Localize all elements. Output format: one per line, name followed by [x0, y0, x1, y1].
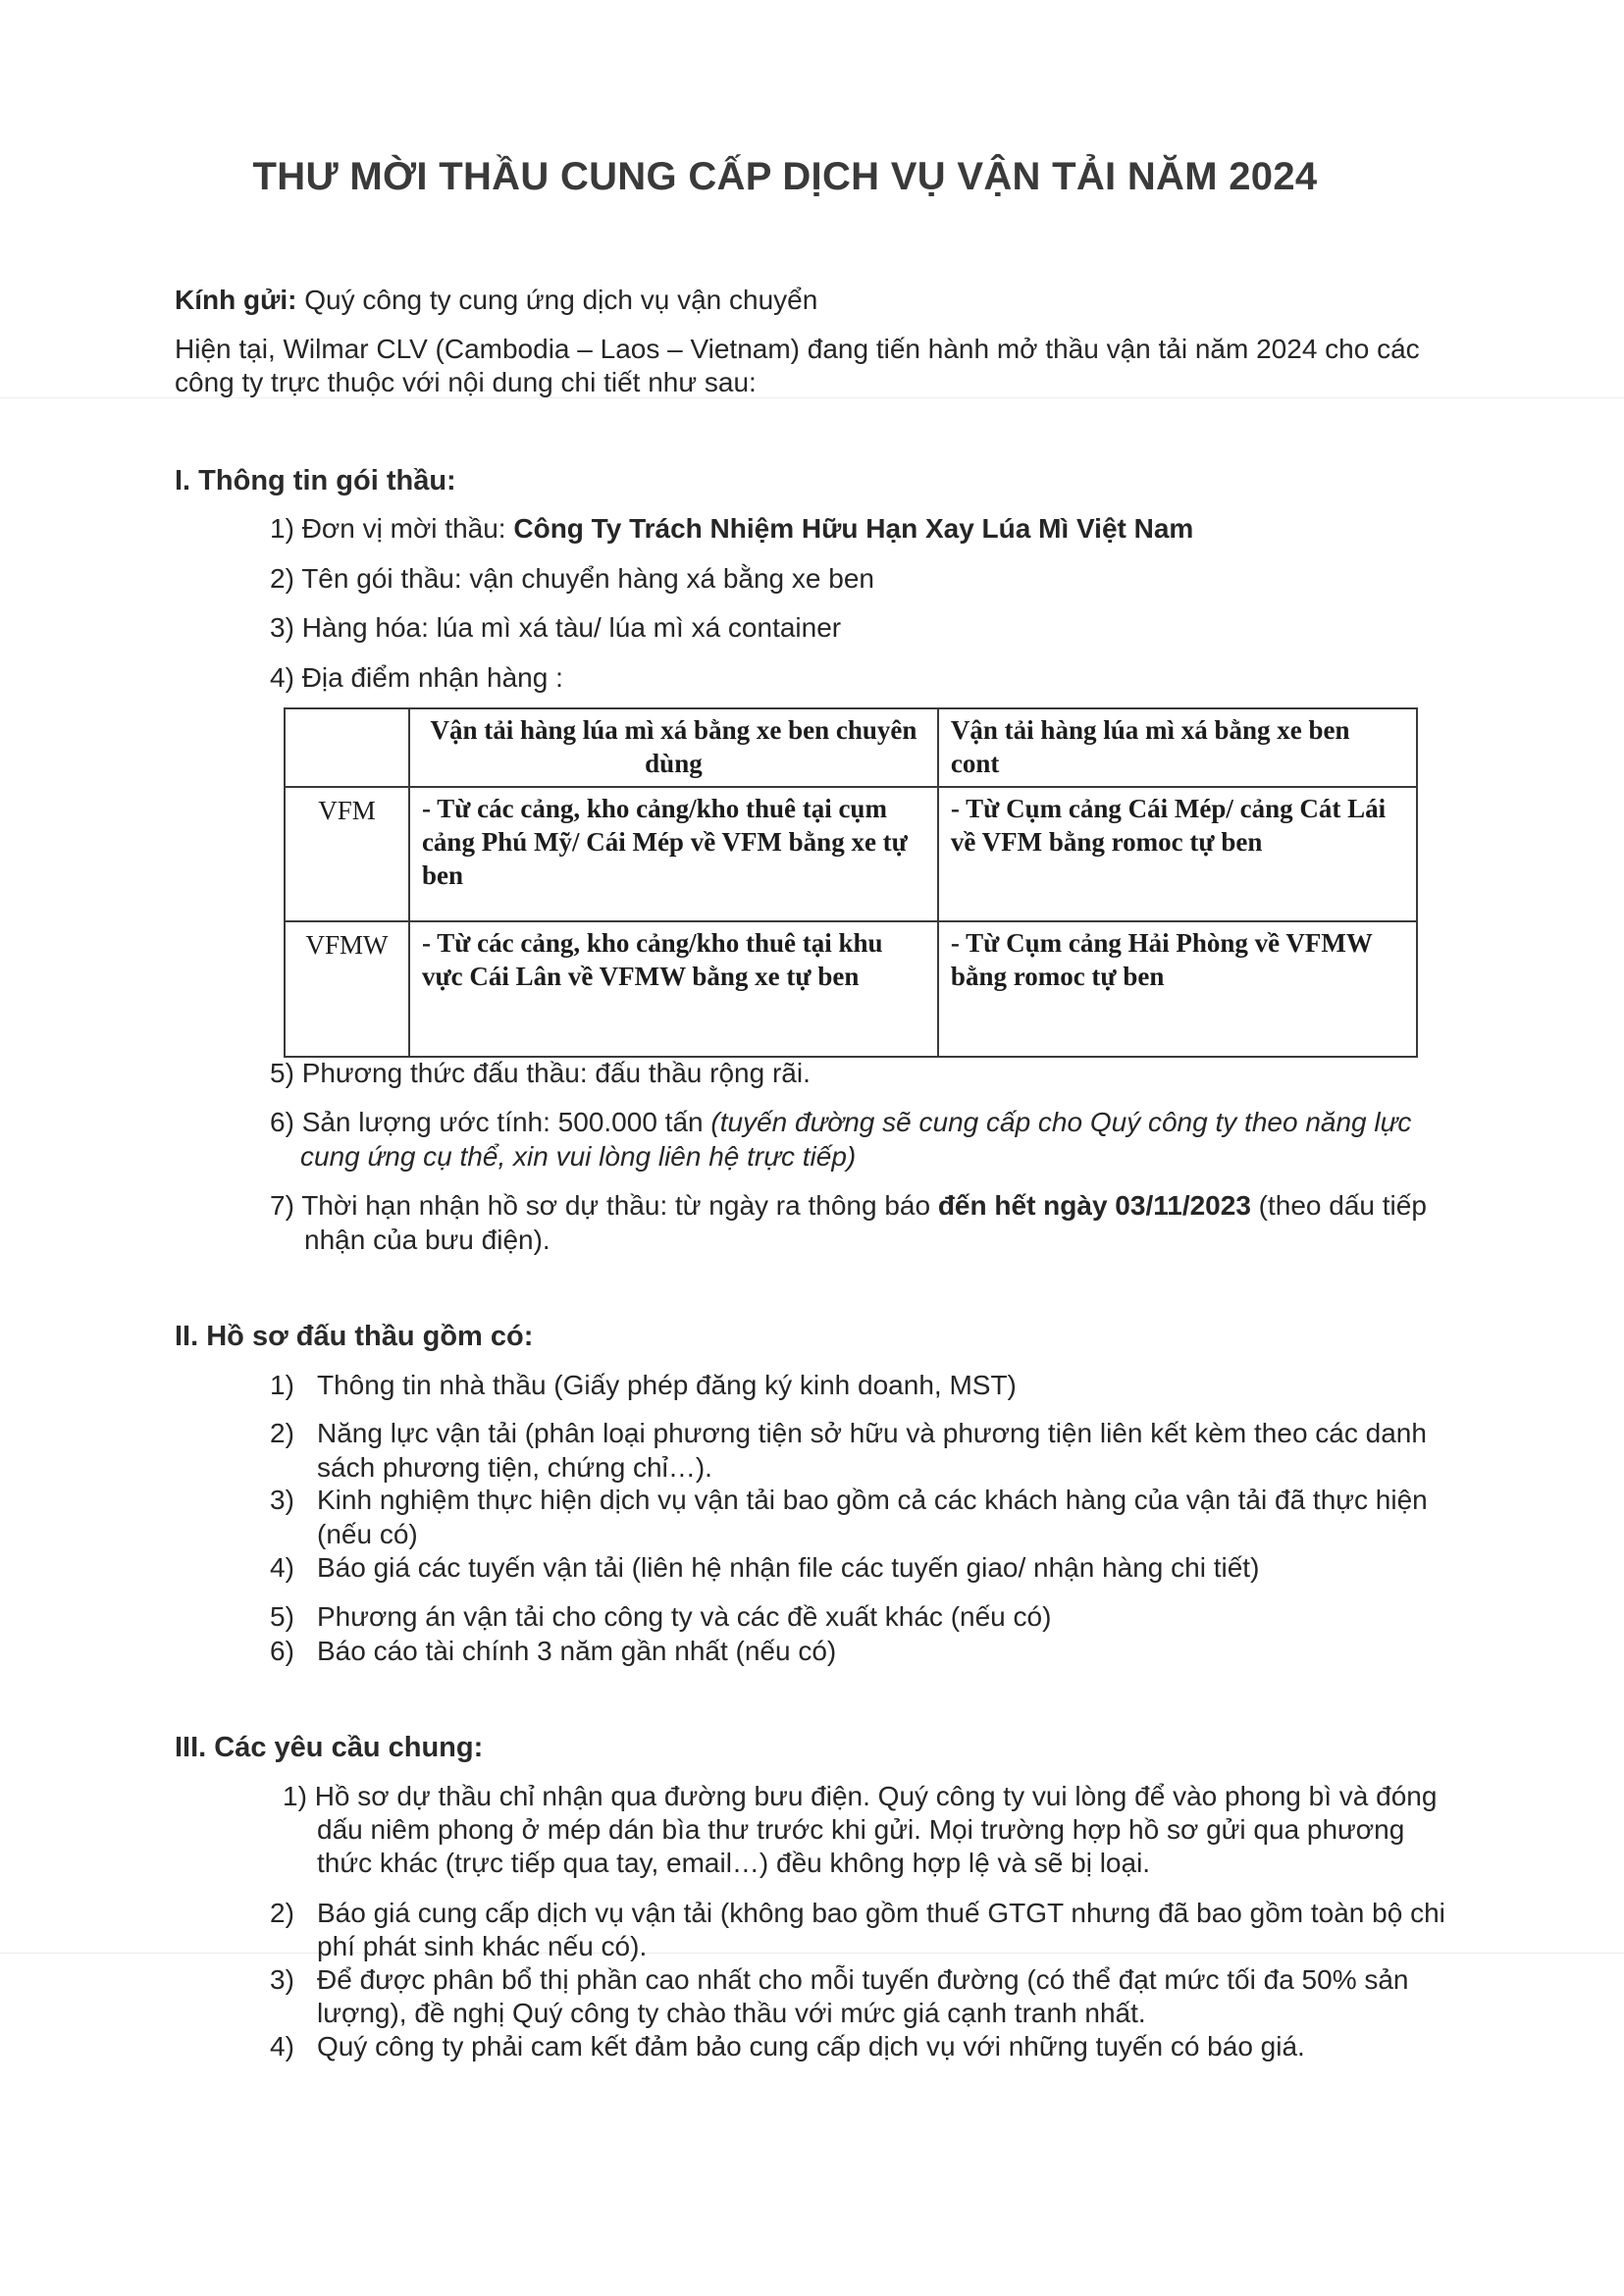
item-text: Thời hạn nhận hồ sơ dự thầu: từ ngày ra thông báo [301, 1190, 931, 1221]
item-number: 4) [270, 1552, 294, 1583]
item-number: 2) [270, 1898, 294, 1928]
item-number: 3) [270, 1485, 294, 1515]
section-2-item [270, 1550, 1259, 1586]
item-number: 1) [270, 1370, 294, 1400]
greeting-text: Quý công ty cung ứng dịch vụ vận chuyển [304, 285, 818, 315]
section-1-item [270, 610, 841, 646]
table-cell: - Từ các cảng, kho cảng/kho thuê tại khu vực Cái Lân về VFMW bằng xe tự ben [409, 921, 938, 1057]
table-row-label: VFMW [285, 921, 409, 1057]
item-text: Kinh nghiệm thực hiện dịch vụ vận tải bao gồm cả các khách hàng của vận tải đã thực hiện [317, 1485, 1428, 1515]
item-text-continued: dấu niêm phong ở mép dán bìa thư trước khi gửi. Mọi trường hợp hồ sơ gửi qua phương [317, 1814, 1405, 1845]
table-row [285, 787, 1417, 921]
section-3-item [283, 1779, 1437, 1814]
item-text: Để được phân bổ thị phần cao nhất cho mỗi tuyến đường (có thể đạt mức tối đa 50% sản [317, 1964, 1409, 1995]
greeting [175, 283, 817, 318]
item-number: 3) [270, 612, 294, 643]
section-2-item [270, 1416, 1427, 1451]
deadline-date: đến hết ngày 03/11/2023 [937, 1190, 1251, 1221]
section-3-item [270, 1962, 1409, 1998]
intro-line-2: công ty trực thuộc với nội dung chi tiết như sau: [175, 367, 757, 397]
section-1-item [270, 511, 1193, 547]
section-2-item [270, 1483, 1428, 1518]
section-3-item [270, 2029, 1305, 2064]
item-text-continued: sách phương tiện, chứng chỉ…). [317, 1452, 712, 1483]
item-text: Hồ sơ dự thầu chỉ nhận qua đường bưu điện. Quý công ty vui lòng để vào phong bì và đóng [314, 1781, 1438, 1811]
item-number: 2) [270, 1418, 294, 1448]
item-text: Báo cáo tài chính 3 năm gần nhất (nếu có) [317, 1636, 837, 1666]
table-row-label: VFM [285, 787, 409, 921]
item-text-continued: (nếu có) [317, 1519, 418, 1549]
item-number: 4) [270, 662, 294, 693]
table-header-row [285, 708, 1417, 787]
item-text-continued: phí phát sinh khác nếu có). [317, 1931, 648, 1961]
inviting-unit-name: Công Ty Trách Nhiệm Hữu Hạn Xay Lúa Mì Việt Nam [513, 513, 1194, 544]
item-number: 7) [270, 1190, 294, 1221]
item-number: 6) [270, 1636, 294, 1666]
section-2-item [270, 1599, 1051, 1635]
section-1-item [270, 1188, 1427, 1224]
item-number: 1) [270, 513, 294, 544]
section-1-item [270, 561, 874, 597]
section-1-heading: I. Thông tin gói thầu: [175, 465, 456, 496]
item-note: (tuyến đường sẽ cung cấp cho Quý công ty theo năng lực [710, 1107, 1412, 1137]
item-number: 5) [270, 1601, 294, 1632]
item-text: Báo giá các tuyến vận tải (liên hệ nhận file các tuyến giao/ nhận hàng chi tiết) [317, 1552, 1260, 1583]
section-1-item [270, 1056, 811, 1091]
section-2-item [270, 1634, 836, 1669]
item-number: 1) [283, 1781, 307, 1811]
item-text-continued: thức khác (trực tiếp qua tay, email…) đều không hợp lệ và sẽ bị loại. [317, 1848, 1151, 1878]
item-text-continued: nhận của bưu điện). [304, 1225, 550, 1255]
scan-artifact-line [0, 1953, 1624, 1954]
table-row [285, 921, 1417, 1057]
item-number: 5) [270, 1058, 294, 1088]
item-text-continued: lượng), đề nghị Quý công ty chào thầu với mức giá cạnh tranh nhất. [317, 1998, 1146, 2028]
item-text: Địa điểm nhận hàng : [301, 662, 563, 693]
table-header-cell [285, 708, 409, 787]
item-text: Đơn vị mời thầu: [301, 513, 506, 544]
table-header-cell: Vận tải hàng lúa mì xá bằng xe ben cont [938, 708, 1417, 787]
item-text: Tên gói thầu: vận chuyển hàng xá bằng xe ben [301, 563, 874, 594]
item-number: 2) [270, 563, 294, 594]
item-text-tail: (theo dấu tiếp [1258, 1190, 1427, 1221]
item-text: Hàng hóa: lúa mì xá tàu/ lúa mì xá container [301, 612, 842, 643]
item-text: Thông tin nhà thầu (Giấy phép đăng ký kinh doanh, MST) [317, 1370, 1017, 1400]
item-text: Năng lực vận tải (phân loại phương tiện sở hữu và phương tiện liên kết kèm theo các danh [317, 1418, 1427, 1448]
item-number: 6) [270, 1107, 294, 1137]
greeting-label: Kính gửi: [175, 285, 297, 315]
item-number: 3) [270, 1964, 294, 1995]
item-text: Phương thức đấu thầu: đấu thầu rộng rãi. [301, 1058, 811, 1088]
section-3-item [270, 1896, 1445, 1931]
item-text: Sản lượng ước tính: 500.000 tấn [301, 1107, 704, 1137]
table-cell: - Từ các cảng, kho cảng/kho thuê tại cụm cảng Phú Mỹ/ Cái Mép về VFM bằng xe tự ben [409, 787, 938, 921]
item-note-continued: cung ứng cụ thể, xin vui lòng liên hệ trực tiếp) [300, 1141, 857, 1172]
table-cell: - Từ Cụm cảng Hải Phòng về VFMW bằng romoc tự ben [938, 921, 1417, 1057]
item-number: 4) [270, 2031, 294, 2061]
table-cell: - Từ Cụm cảng Cái Mép/ cảng Cát Lái về VFM bằng romoc tự ben [938, 787, 1417, 921]
section-1-item [270, 1105, 1411, 1140]
document-title: THƯ MỜI THẦU CUNG CẤP DỊCH VỤ VẬN TẢI NĂM 2024 [252, 155, 1318, 198]
item-text: Quý công ty phải cam kết đảm bảo cung cấp dịch vụ với những tuyến có báo giá. [317, 2031, 1305, 2061]
section-2-heading: II. Hồ sơ đấu thầu gồm có: [175, 1321, 534, 1352]
section-2-item [270, 1368, 1017, 1403]
section-1-item [270, 660, 563, 696]
section-3-heading: III. Các yêu cầu chung: [175, 1732, 484, 1763]
item-text: Phương án vận tải cho công ty và các đề xuất khác (nếu có) [317, 1601, 1052, 1632]
item-text: Báo giá cung cấp dịch vụ vận tải (không bao gồm thuế GTGT nhưng đã bao gồm toàn bộ chi [317, 1898, 1445, 1928]
pickup-location-table [284, 707, 1418, 1058]
table-header-cell: Vận tải hàng lúa mì xá bằng xe ben chuyên dùng [409, 708, 938, 787]
intro-line-1: Hiện tại, Wilmar CLV (Cambodia – Laos – Vietnam) đang tiến hành mở thầu vận tải năm 2024 cho các [175, 334, 1420, 364]
